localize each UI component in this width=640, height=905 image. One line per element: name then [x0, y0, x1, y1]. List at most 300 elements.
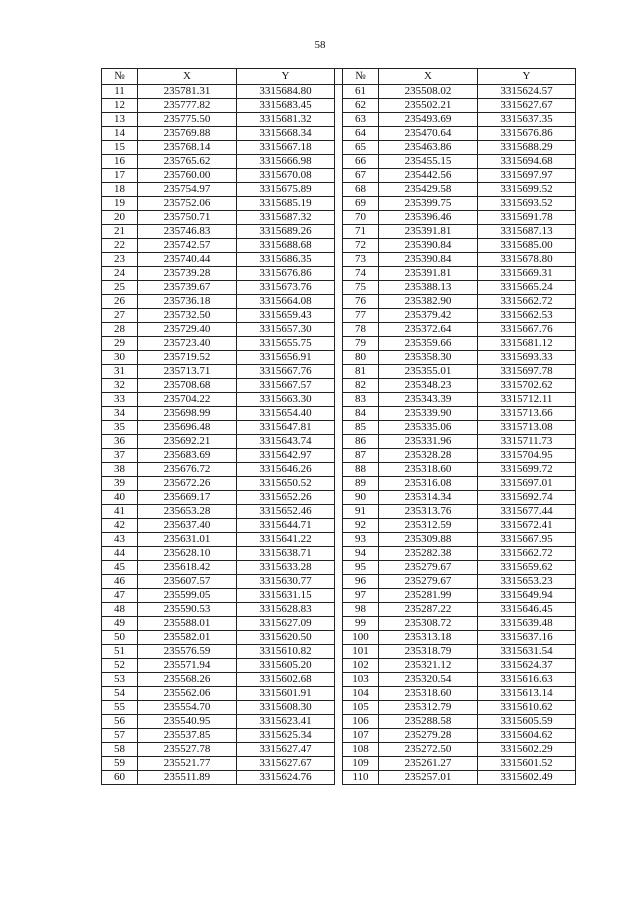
column-gap	[335, 337, 343, 351]
column-gap	[335, 295, 343, 309]
column-gap	[335, 183, 343, 197]
x-coordinate-cell: 235683.69	[138, 449, 237, 463]
point-number-cell: 69	[343, 197, 379, 211]
column-gap	[335, 519, 343, 533]
point-number-cell: 101	[343, 645, 379, 659]
point-number-cell: 96	[343, 575, 379, 589]
y-coordinate-cell: 3315605.59	[478, 715, 576, 729]
x-coordinate-cell: 235571.94	[138, 659, 237, 673]
y-coordinate-cell: 3315699.52	[478, 183, 576, 197]
y-coordinate-cell: 3315627.09	[237, 617, 335, 631]
table-row	[102, 673, 576, 687]
y-coordinate-cell: 3315683.45	[237, 99, 335, 113]
point-number-cell: 34	[102, 407, 138, 421]
point-number-cell: 110	[343, 771, 379, 785]
y-coordinate-cell: 3315667.18	[237, 141, 335, 155]
point-number-cell: 54	[102, 687, 138, 701]
x-coordinate-cell: 235511.89	[138, 771, 237, 785]
x-coordinate-cell: 235739.67	[138, 281, 237, 295]
y-coordinate-cell: 3315630.77	[237, 575, 335, 589]
y-coordinate-cell: 3315713.08	[478, 421, 576, 435]
x-coordinate-cell: 235281.99	[379, 589, 478, 603]
x-coordinate-cell: 235502.21	[379, 99, 478, 113]
table-row	[102, 449, 576, 463]
y-coordinate-cell: 3315693.52	[478, 197, 576, 211]
x-coordinate-cell: 235588.01	[138, 617, 237, 631]
point-number-cell: 50	[102, 631, 138, 645]
x-coordinate-cell: 235312.79	[379, 701, 478, 715]
point-number-cell: 72	[343, 239, 379, 253]
y-coordinate-cell: 3315625.34	[237, 729, 335, 743]
point-number-cell: 105	[343, 701, 379, 715]
column-gap	[335, 603, 343, 617]
point-number-cell: 79	[343, 337, 379, 351]
column-gap	[335, 99, 343, 113]
point-number-cell: 77	[343, 309, 379, 323]
table-row	[102, 239, 576, 253]
point-number-cell: 98	[343, 603, 379, 617]
table-row	[102, 295, 576, 309]
point-number-cell: 16	[102, 155, 138, 169]
y-coordinate-cell: 3315647.81	[237, 421, 335, 435]
y-coordinate-cell: 3315691.78	[478, 211, 576, 225]
y-coordinate-cell: 3315637.16	[478, 631, 576, 645]
y-coordinate-cell: 3315628.83	[237, 603, 335, 617]
point-number-cell: 86	[343, 435, 379, 449]
y-coordinate-cell: 3315654.40	[237, 407, 335, 421]
table-row	[102, 463, 576, 477]
x-coordinate-cell: 235698.99	[138, 407, 237, 421]
point-number-cell: 97	[343, 589, 379, 603]
y-coordinate-cell: 3315624.76	[237, 771, 335, 785]
x-coordinate-cell: 235320.54	[379, 673, 478, 687]
column-gap	[335, 113, 343, 127]
x-coordinate-cell: 235590.53	[138, 603, 237, 617]
point-number-cell: 109	[343, 757, 379, 771]
header-x-right: X	[379, 69, 478, 85]
y-coordinate-cell: 3315610.82	[237, 645, 335, 659]
x-coordinate-cell: 235576.59	[138, 645, 237, 659]
y-coordinate-cell: 3315672.41	[478, 519, 576, 533]
column-gap	[335, 715, 343, 729]
y-coordinate-cell: 3315633.28	[237, 561, 335, 575]
x-coordinate-cell: 235582.01	[138, 631, 237, 645]
point-number-cell: 83	[343, 393, 379, 407]
x-coordinate-cell: 235732.50	[138, 309, 237, 323]
column-gap	[335, 589, 343, 603]
point-number-cell: 47	[102, 589, 138, 603]
x-coordinate-cell: 235781.31	[138, 85, 237, 99]
y-coordinate-cell: 3315689.26	[237, 225, 335, 239]
y-coordinate-cell: 3315712.11	[478, 393, 576, 407]
table-row	[102, 617, 576, 631]
point-number-cell: 73	[343, 253, 379, 267]
point-number-cell: 57	[102, 729, 138, 743]
y-coordinate-cell: 3315638.71	[237, 547, 335, 561]
y-coordinate-cell: 3315610.62	[478, 701, 576, 715]
point-number-cell: 52	[102, 659, 138, 673]
y-coordinate-cell: 3315601.91	[237, 687, 335, 701]
y-coordinate-cell: 3315627.67	[478, 99, 576, 113]
page-number: 58	[314, 39, 326, 51]
y-coordinate-cell: 3315623.41	[237, 715, 335, 729]
column-gap	[335, 85, 343, 99]
y-coordinate-cell: 3315627.67	[237, 757, 335, 771]
column-gap	[335, 701, 343, 715]
y-coordinate-cell: 3315652.46	[237, 505, 335, 519]
point-number-cell: 21	[102, 225, 138, 239]
column-gap	[335, 211, 343, 225]
x-coordinate-cell: 235309.88	[379, 533, 478, 547]
y-coordinate-cell: 3315677.44	[478, 505, 576, 519]
x-coordinate-cell: 235312.59	[379, 519, 478, 533]
x-coordinate-cell: 235669.17	[138, 491, 237, 505]
y-coordinate-cell: 3315659.43	[237, 309, 335, 323]
point-number-cell: 106	[343, 715, 379, 729]
x-coordinate-cell: 235318.60	[379, 687, 478, 701]
x-coordinate-cell: 235777.82	[138, 99, 237, 113]
table-row	[102, 715, 576, 729]
y-coordinate-cell: 3315620.50	[237, 631, 335, 645]
point-number-cell: 29	[102, 337, 138, 351]
column-gap	[335, 309, 343, 323]
y-coordinate-cell: 3315666.98	[237, 155, 335, 169]
x-coordinate-cell: 235279.28	[379, 729, 478, 743]
table-row	[102, 687, 576, 701]
y-coordinate-cell: 3315604.62	[478, 729, 576, 743]
column-gap	[335, 351, 343, 365]
point-number-cell: 17	[102, 169, 138, 183]
x-coordinate-cell: 235343.39	[379, 393, 478, 407]
column-gap	[335, 673, 343, 687]
point-number-cell: 40	[102, 491, 138, 505]
point-number-cell: 93	[343, 533, 379, 547]
y-coordinate-cell: 3315702.62	[478, 379, 576, 393]
x-coordinate-cell: 235768.14	[138, 141, 237, 155]
y-coordinate-cell: 3315624.37	[478, 659, 576, 673]
header-y-right: Y	[478, 69, 576, 85]
table-row	[102, 253, 576, 267]
x-coordinate-cell: 235672.26	[138, 477, 237, 491]
column-gap	[335, 449, 343, 463]
point-number-cell: 31	[102, 365, 138, 379]
x-coordinate-cell: 235562.06	[138, 687, 237, 701]
y-coordinate-cell: 3315644.71	[237, 519, 335, 533]
column-gap	[335, 659, 343, 673]
column-gap	[335, 69, 343, 85]
point-number-cell: 75	[343, 281, 379, 295]
table-body	[102, 85, 576, 785]
y-coordinate-cell: 3315639.48	[478, 617, 576, 631]
point-number-cell: 23	[102, 253, 138, 267]
point-number-cell: 95	[343, 561, 379, 575]
point-number-cell: 55	[102, 701, 138, 715]
x-coordinate-cell: 235372.64	[379, 323, 478, 337]
table-row	[102, 211, 576, 225]
point-number-cell: 68	[343, 183, 379, 197]
table-row	[102, 701, 576, 715]
y-coordinate-cell: 3315676.86	[478, 127, 576, 141]
y-coordinate-cell: 3315676.86	[237, 267, 335, 281]
table-row	[102, 477, 576, 491]
column-gap	[335, 547, 343, 561]
table-row	[102, 491, 576, 505]
point-number-cell: 99	[343, 617, 379, 631]
x-coordinate-cell: 235442.56	[379, 169, 478, 183]
point-number-cell: 11	[102, 85, 138, 99]
column-gap	[335, 365, 343, 379]
column-gap	[335, 729, 343, 743]
point-number-cell: 58	[102, 743, 138, 757]
x-coordinate-cell: 235359.66	[379, 337, 478, 351]
point-number-cell: 82	[343, 379, 379, 393]
column-gap	[335, 169, 343, 183]
column-gap	[335, 533, 343, 547]
table-row	[102, 225, 576, 239]
x-coordinate-cell: 235318.79	[379, 645, 478, 659]
point-number-cell: 43	[102, 533, 138, 547]
x-coordinate-cell: 235704.22	[138, 393, 237, 407]
table-row	[102, 183, 576, 197]
point-number-cell: 56	[102, 715, 138, 729]
y-coordinate-cell: 3315678.80	[478, 253, 576, 267]
y-coordinate-cell: 3315693.33	[478, 351, 576, 365]
x-coordinate-cell: 235279.67	[379, 561, 478, 575]
column-gap	[335, 127, 343, 141]
y-coordinate-cell: 3315688.68	[237, 239, 335, 253]
point-number-cell: 36	[102, 435, 138, 449]
point-number-cell: 103	[343, 673, 379, 687]
column-gap	[335, 645, 343, 659]
table-row	[102, 407, 576, 421]
y-coordinate-cell: 3315646.45	[478, 603, 576, 617]
x-coordinate-cell: 235288.58	[379, 715, 478, 729]
y-coordinate-cell: 3315667.95	[478, 533, 576, 547]
y-coordinate-cell: 3315656.91	[237, 351, 335, 365]
x-coordinate-cell: 235287.22	[379, 603, 478, 617]
y-coordinate-cell: 3315631.54	[478, 645, 576, 659]
table-row	[102, 645, 576, 659]
y-coordinate-cell: 3315668.34	[237, 127, 335, 141]
table-row	[102, 421, 576, 435]
column-gap	[335, 771, 343, 785]
point-number-cell: 35	[102, 421, 138, 435]
point-number-cell: 20	[102, 211, 138, 225]
column-gap	[335, 197, 343, 211]
x-coordinate-cell: 235729.40	[138, 323, 237, 337]
x-coordinate-cell: 235692.21	[138, 435, 237, 449]
column-gap	[335, 687, 343, 701]
x-coordinate-cell: 235719.52	[138, 351, 237, 365]
x-coordinate-cell: 235313.18	[379, 631, 478, 645]
point-number-cell: 76	[343, 295, 379, 309]
x-coordinate-cell: 235631.01	[138, 533, 237, 547]
y-coordinate-cell: 3315649.94	[478, 589, 576, 603]
y-coordinate-cell: 3315670.08	[237, 169, 335, 183]
table-row	[102, 575, 576, 589]
x-coordinate-cell: 235339.90	[379, 407, 478, 421]
y-coordinate-cell: 3315646.26	[237, 463, 335, 477]
y-coordinate-cell: 3315662.53	[478, 309, 576, 323]
point-number-cell: 102	[343, 659, 379, 673]
x-coordinate-cell: 235554.70	[138, 701, 237, 715]
x-coordinate-cell: 235521.77	[138, 757, 237, 771]
x-coordinate-cell: 235653.28	[138, 505, 237, 519]
header-y-left: Y	[237, 69, 335, 85]
x-coordinate-cell: 235470.64	[379, 127, 478, 141]
y-coordinate-cell: 3315669.31	[478, 267, 576, 281]
table-row	[102, 99, 576, 113]
x-coordinate-cell: 235607.57	[138, 575, 237, 589]
column-gap	[335, 505, 343, 519]
point-number-cell: 63	[343, 113, 379, 127]
x-coordinate-cell: 235396.46	[379, 211, 478, 225]
column-gap	[335, 631, 343, 645]
y-coordinate-cell: 3315650.52	[237, 477, 335, 491]
point-number-cell: 64	[343, 127, 379, 141]
x-coordinate-cell: 235568.26	[138, 673, 237, 687]
column-gap	[335, 225, 343, 239]
x-coordinate-cell: 235713.71	[138, 365, 237, 379]
point-number-cell: 25	[102, 281, 138, 295]
column-gap	[335, 743, 343, 757]
x-coordinate-cell: 235391.81	[379, 267, 478, 281]
column-gap	[335, 239, 343, 253]
x-coordinate-cell: 235279.67	[379, 575, 478, 589]
point-number-cell: 81	[343, 365, 379, 379]
point-number-cell: 44	[102, 547, 138, 561]
y-coordinate-cell: 3315665.24	[478, 281, 576, 295]
table-row	[102, 631, 576, 645]
y-coordinate-cell: 3315631.15	[237, 589, 335, 603]
column-gap	[335, 141, 343, 155]
point-number-cell: 45	[102, 561, 138, 575]
point-number-cell: 49	[102, 617, 138, 631]
point-number-cell: 53	[102, 673, 138, 687]
table-row	[102, 169, 576, 183]
x-coordinate-cell: 235540.95	[138, 715, 237, 729]
point-number-cell: 39	[102, 477, 138, 491]
point-number-cell: 41	[102, 505, 138, 519]
point-number-cell: 91	[343, 505, 379, 519]
table-row	[102, 113, 576, 127]
y-coordinate-cell: 3315687.32	[237, 211, 335, 225]
x-coordinate-cell: 235696.48	[138, 421, 237, 435]
x-coordinate-cell: 235765.62	[138, 155, 237, 169]
y-coordinate-cell: 3315667.76	[237, 365, 335, 379]
point-number-cell: 22	[102, 239, 138, 253]
point-number-cell: 100	[343, 631, 379, 645]
table-row	[102, 365, 576, 379]
point-number-cell: 90	[343, 491, 379, 505]
y-coordinate-cell: 3315684.80	[237, 85, 335, 99]
table-row	[102, 505, 576, 519]
table-row	[102, 533, 576, 547]
x-coordinate-cell: 235391.81	[379, 225, 478, 239]
y-coordinate-cell: 3315692.74	[478, 491, 576, 505]
x-coordinate-cell: 235527.78	[138, 743, 237, 757]
x-coordinate-cell: 235358.30	[379, 351, 478, 365]
y-coordinate-cell: 3315699.72	[478, 463, 576, 477]
point-number-cell: 67	[343, 169, 379, 183]
x-coordinate-cell: 235775.50	[138, 113, 237, 127]
y-coordinate-cell: 3315601.52	[478, 757, 576, 771]
point-number-cell: 104	[343, 687, 379, 701]
column-gap	[335, 575, 343, 589]
x-coordinate-cell: 235379.42	[379, 309, 478, 323]
x-coordinate-cell: 235463.86	[379, 141, 478, 155]
x-coordinate-cell: 235508.02	[379, 85, 478, 99]
point-number-cell: 15	[102, 141, 138, 155]
column-gap	[335, 463, 343, 477]
point-number-cell: 80	[343, 351, 379, 365]
x-coordinate-cell: 235282.38	[379, 547, 478, 561]
y-coordinate-cell: 3315694.68	[478, 155, 576, 169]
point-number-cell: 107	[343, 729, 379, 743]
y-coordinate-cell: 3315602.68	[237, 673, 335, 687]
y-coordinate-cell: 3315642.97	[237, 449, 335, 463]
y-coordinate-cell: 3315686.35	[237, 253, 335, 267]
column-gap	[335, 491, 343, 505]
point-number-cell: 71	[343, 225, 379, 239]
table-row	[102, 771, 576, 785]
table-row	[102, 561, 576, 575]
y-coordinate-cell: 3315655.75	[237, 337, 335, 351]
y-coordinate-cell: 3315685.00	[478, 239, 576, 253]
x-coordinate-cell: 235750.71	[138, 211, 237, 225]
point-number-cell: 19	[102, 197, 138, 211]
y-coordinate-cell: 3315697.78	[478, 365, 576, 379]
point-number-cell: 13	[102, 113, 138, 127]
x-coordinate-cell: 235752.06	[138, 197, 237, 211]
point-number-cell: 66	[343, 155, 379, 169]
x-coordinate-cell: 235740.44	[138, 253, 237, 267]
point-number-cell: 61	[343, 85, 379, 99]
y-coordinate-cell: 3315685.19	[237, 197, 335, 211]
table-row	[102, 393, 576, 407]
table-row	[102, 127, 576, 141]
y-coordinate-cell: 3315673.76	[237, 281, 335, 295]
column-gap	[335, 435, 343, 449]
point-number-cell: 84	[343, 407, 379, 421]
y-coordinate-cell: 3315608.30	[237, 701, 335, 715]
coordinates-table	[101, 68, 576, 785]
column-gap	[335, 281, 343, 295]
point-number-cell: 46	[102, 575, 138, 589]
column-gap	[335, 617, 343, 631]
y-coordinate-cell: 3315662.72	[478, 547, 576, 561]
point-number-cell: 26	[102, 295, 138, 309]
point-number-cell: 92	[343, 519, 379, 533]
table-row	[102, 281, 576, 295]
y-coordinate-cell: 3315659.62	[478, 561, 576, 575]
table-row	[102, 659, 576, 673]
y-coordinate-cell: 3315713.66	[478, 407, 576, 421]
point-number-cell: 94	[343, 547, 379, 561]
header-number-right: №	[343, 69, 379, 85]
y-coordinate-cell: 3315652.26	[237, 491, 335, 505]
point-number-cell: 60	[102, 771, 138, 785]
point-number-cell: 89	[343, 477, 379, 491]
table-row	[102, 757, 576, 771]
point-number-cell: 42	[102, 519, 138, 533]
table-row	[102, 589, 576, 603]
x-coordinate-cell: 235318.60	[379, 463, 478, 477]
y-coordinate-cell: 3315681.12	[478, 337, 576, 351]
point-number-cell: 12	[102, 99, 138, 113]
column-gap	[335, 267, 343, 281]
x-coordinate-cell: 235355.01	[379, 365, 478, 379]
